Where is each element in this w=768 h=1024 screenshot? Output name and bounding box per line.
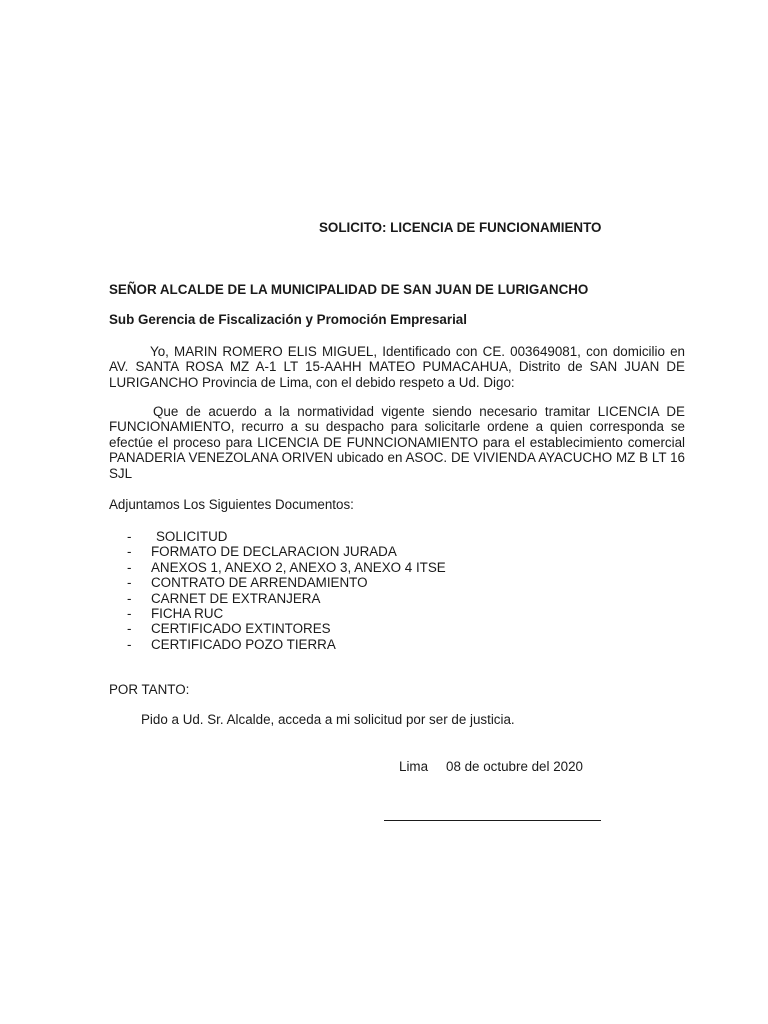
list-item-text: ANEXOS 1, ANEXO 2, ANEXO 3, ANEXO 4 ITSE: [151, 559, 446, 575]
request-text: Que de acuerdo a la normatividad vigente siendo necesario tramitar LICENCIA DE FUNCIONAMIENTO, recurro a su despacho para solicitarle ordene a quien corresponda se efectúe el proceso para LICENCIA DE FUNNCIONAMIENTO para el establecimiento comercial PANADERIA VENEZOLANA ORIVEN ubicado en ASOC. DE VIVIENDA AYACUCHO MZ B LT 16 SJL: [109, 404, 685, 481]
list-bullet: -: [127, 621, 132, 637]
signature-line: [384, 820, 601, 821]
list-bullet: -: [127, 529, 132, 544]
list-item-text: SOLICITUD: [156, 529, 228, 544]
letter-date: 08 de octubre del 2020: [446, 759, 583, 774]
place-name: Lima: [399, 759, 429, 774]
list-item-text: CERTIFICADO POZO TIERRA: [151, 636, 336, 652]
list-bullet: -: [127, 636, 132, 652]
list-item: [109, 560, 446, 575]
list-bullet: -: [127, 544, 132, 560]
subject-line: SOLICITO: LICENCIA DE FUNCIONAMIENTO: [319, 220, 602, 235]
introduction-text: Yo, MARIN ROMERO ELIS MIGUEL, Identificado con CE. 003649081, con domicilio en AV. SANTA ROSA MZ A-1 LT 15-AAHH MATEO PUMACAHUA, Distrito de SAN JUAN DE LURIGANCHO Provincia de Lima, con el debido respeto a Ud. Digo:: [109, 344, 685, 390]
department: Sub Gerencia de Fiscalización y Promoción Empresarial: [109, 312, 467, 327]
list-bullet: -: [127, 605, 132, 621]
addressee: SEÑOR ALCALDE DE LA MUNICIPALIDAD DE SAN JUAN DE LURIGANCHO: [109, 282, 589, 297]
list-item: [109, 637, 446, 652]
list-item: [109, 529, 446, 544]
list-bullet: -: [127, 590, 132, 606]
list-item-text: CONTRATO DE ARRENDAMIENTO: [151, 575, 368, 591]
closing-request: Pido a Ud. Sr. Alcalde, acceda a mi solicitud por ser de justicia.: [141, 712, 515, 727]
attachments-title: Adjuntamos Los Siguientes Documentos:: [109, 497, 354, 512]
list-bullet: -: [127, 559, 132, 575]
list-bullet: -: [127, 575, 132, 591]
list-item: [109, 591, 446, 606]
list-item-text: CARNET DE EXTRANJERA: [151, 590, 321, 606]
list-item: [109, 575, 446, 590]
request-paragraph: [109, 404, 685, 481]
closing-heading: POR TANTO:: [109, 682, 190, 697]
list-item: [109, 621, 446, 636]
list-item-text: FICHA RUC: [151, 605, 224, 621]
list-item: [109, 606, 446, 621]
introduction-paragraph: [109, 344, 685, 390]
list-item-text: CERTIFICADO EXTINTORES: [151, 621, 331, 637]
attachments-list: [109, 529, 446, 652]
list-item-text: FORMATO DE DECLARACION JURADA: [151, 544, 397, 560]
list-item: [109, 544, 446, 559]
